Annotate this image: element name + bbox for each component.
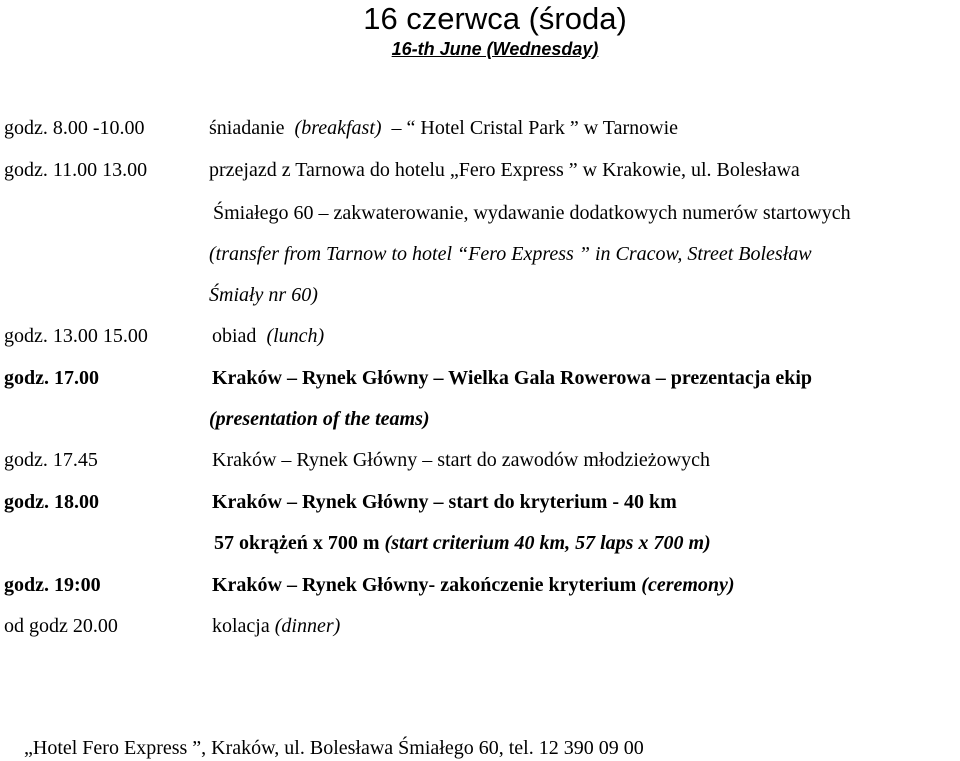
schedule-time: godz. 18.00 bbox=[4, 491, 99, 513]
schedule-description-translation: (presentation of the teams) bbox=[209, 408, 430, 430]
schedule-description: Kraków – Rynek Główny – Wielka Gala Rowerowa – prezentacja ekip bbox=[212, 367, 813, 389]
schedule-time: godz. 17.00 bbox=[4, 367, 99, 389]
description-text: kolacja bbox=[212, 615, 270, 637]
schedule-time: godz. 11.00 13.00 bbox=[4, 159, 148, 181]
schedule-description-translation: (transfer from Tarnow to hotel “Fero Express ” in Cracow, Street Bolesław bbox=[209, 243, 812, 265]
page-title: 16 czerwca (środa) bbox=[363, 1, 627, 36]
description-translation: (start criterium 40 km, 57 laps x 700 m) bbox=[384, 532, 711, 554]
schedule-description-translation: Śmiały nr 60) bbox=[209, 284, 318, 306]
description-translation: (breakfast) bbox=[294, 117, 382, 139]
schedule-description bbox=[212, 572, 735, 598]
schedule-time: godz. 8.00 -10.00 bbox=[4, 117, 145, 139]
hotel-contact-footer: „Hotel Fero Express ”, Kraków, ul. Bolesława Śmiałego 60, tel. 12 390 09 00 bbox=[24, 737, 644, 759]
description-text: śniadanie bbox=[209, 117, 285, 139]
schedule-description: Kraków – Rynek Główny – start do kryterium - 40 km bbox=[212, 491, 677, 513]
schedule-description bbox=[212, 613, 340, 639]
schedule-time: godz. 17.45 bbox=[4, 449, 98, 471]
schedule-description: Śmiałego 60 – zakwaterowanie, wydawanie dodatkowych numerów startowych bbox=[213, 202, 851, 224]
description-translation: (lunch) bbox=[266, 325, 325, 347]
schedule-description: przejazd z Tarnowa do hotelu „Fero Express ” w Krakowie, ul. Bolesława bbox=[209, 159, 800, 181]
schedule-time: godz. 19:00 bbox=[4, 574, 101, 596]
schedule-time: godz. 13.00 15.00 bbox=[4, 325, 148, 347]
schedule-description bbox=[214, 530, 711, 556]
description-translation: (ceremony) bbox=[641, 574, 735, 596]
description-text-rest: – “ Hotel Cristal Park ” w Tarnowie bbox=[391, 117, 679, 139]
description-text: obiad bbox=[212, 325, 257, 347]
schedule-description bbox=[212, 323, 324, 349]
description-text: Kraków – Rynek Główny- zakończenie kryterium bbox=[212, 574, 637, 596]
description-text: 57 okrążeń x 700 m bbox=[214, 532, 380, 554]
description-translation: (dinner) bbox=[274, 615, 341, 637]
schedule-description bbox=[209, 115, 678, 141]
page-subtitle: 16-th June (Wednesday) bbox=[391, 39, 599, 59]
schedule-time: od godz 20.00 bbox=[4, 615, 118, 637]
schedule-description: Kraków – Rynek Główny – start do zawodów młodzieżowych bbox=[212, 449, 710, 471]
